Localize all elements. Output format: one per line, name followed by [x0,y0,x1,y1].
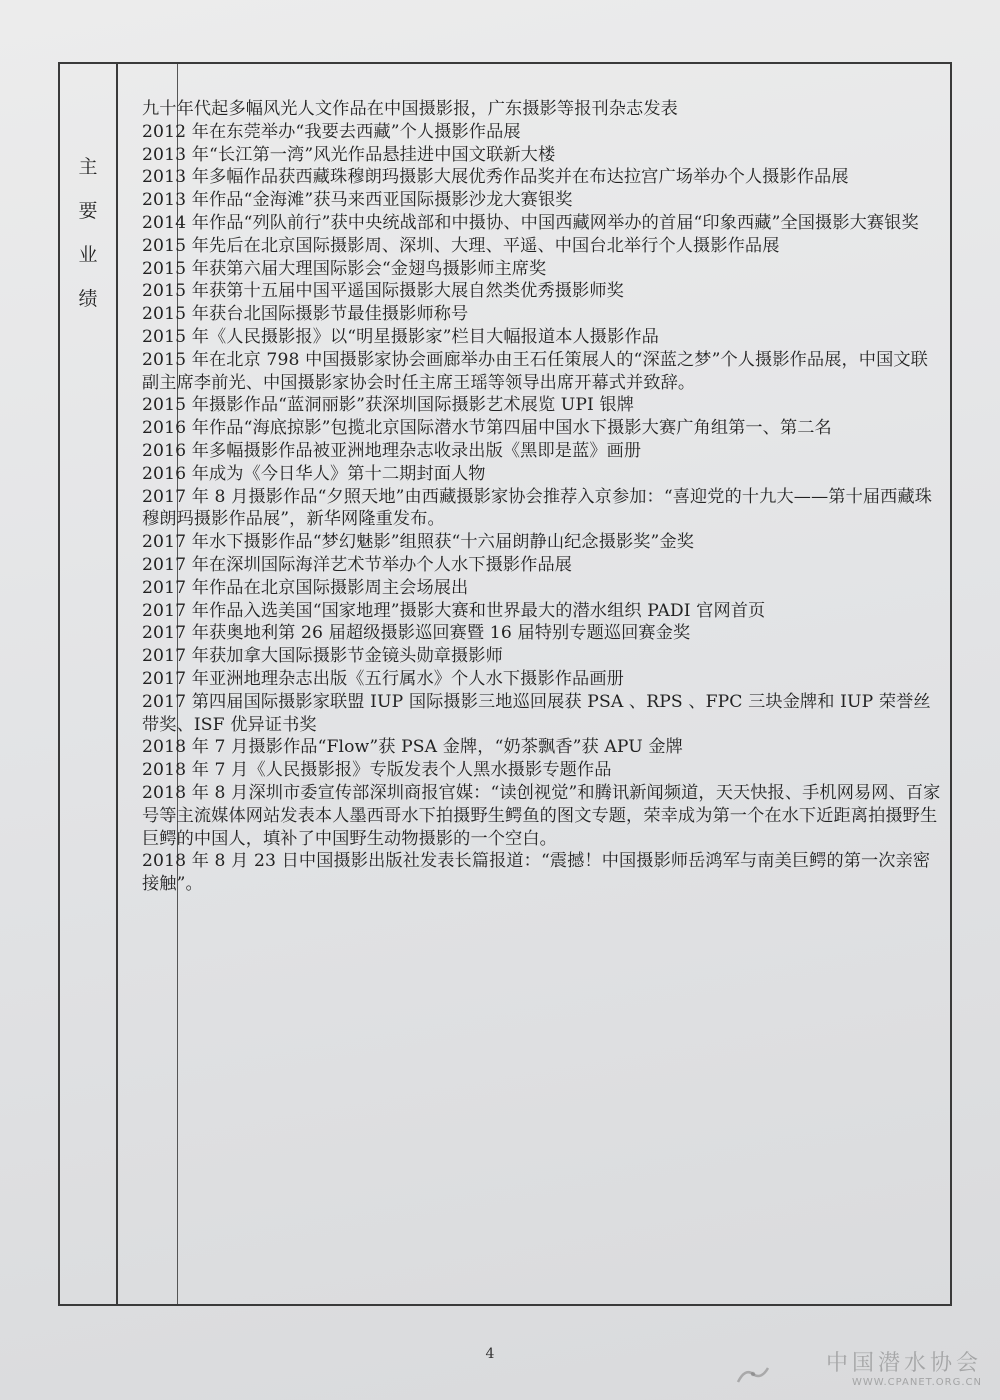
section-label [70,156,106,332]
list-item: 2013 年多幅作品获西藏珠穆朗玛摄影大展优秀作品奖并在布达拉宫广场举办个人摄影作品展 [142,167,849,188]
page-number: 4 [485,1346,495,1362]
list-item: 2015 年获台北国际摄影节最佳摄影师称号 [142,304,469,325]
section-label-char: 要 [78,200,98,222]
list-item: 2015 年《人民摄影报》以“明星摄影家”栏目大幅报道本人摄影作品 [142,326,659,347]
list-item: 2017 第四届国际摄影家联盟 IUP 国际摄影三地巡回展获 PSA 、RPS 、FPC 三块金牌和 IUP 荣誉丝带奖、ISF 优异证书奖 [142,691,931,735]
list-item: 2017 年在深圳国际海洋艺术节举办个人水下摄影作品展 [142,554,573,575]
list-item: 2017 年亚洲地理杂志出版《五行属水》个人水下摄影作品画册 [142,668,624,689]
list-item: 2013 年“长江第一湾”风光作品悬挂进中国文联新大楼 [142,144,556,165]
section-label-char: 绩 [78,288,98,310]
label-column [60,64,118,1304]
list-item: 2012 年在东莞举办“我要去西藏”个人摄影作品展 [142,121,521,142]
list-item: 2015 年先后在北京国际摄影周、深圳、大理、平遥、中国台北举行个人摄影作品展 [142,235,780,256]
list-item: 2017 年作品在北京国际摄影周主会场展出 [142,577,469,598]
list-item: 2016 年作品“海底掠影”包揽北京国际潜水节第四届中国水下摄影大赛广角组第一、第二名 [142,418,832,439]
list-item: 2017 年水下摄影作品“梦幻魅影”组照获“十六届朗静山纪念摄影奖”金奖 [142,532,695,553]
list-item: 2015 年摄影作品“蓝洞丽影”获深圳国际摄影艺术展览 UPI 银牌 [142,395,635,416]
list-item: 2017 年获加拿大国际摄影节金镜头勋章摄影师 [142,646,503,667]
watermark-logo-icon [736,1364,770,1386]
list-item: 2015 年在北京 798 中国摄影家协会画廊举办由王石任策展人的“深蓝之梦”个人摄影作品展，中国文联副主席李前光、中国摄影家协会时任主席王瑶等领导出席开幕式并致辞。 [142,349,928,393]
section-label-char: 业 [78,244,98,266]
watermark-title: 中国潜水协会 [825,1351,982,1376]
list-item: 2015 年获第六届大理国际影会“金翅鸟摄影师主席奖 [142,258,547,279]
watermark-url: WWW.CPANET.ORG.CN [851,1377,982,1388]
list-item: 2014 年作品“列队前行”获中央统战部和中摄协、中国西藏网举办的首届“印象西藏”全国摄影大赛银奖 [142,212,919,233]
list-item: 2018 年 7 月摄影作品“Flow”获 PSA 金牌，“奶茶飘香”获 APU 金牌 [142,737,683,758]
list-item: 2016 年成为《今日华人》第十二期封面人物 [142,463,486,484]
watermark [826,1346,982,1388]
section-label-char: 主 [78,156,98,178]
list-item: 2017 年获奥地利第 26 届超级摄影巡回赛暨 16 届特别专题巡回赛金奖 [142,623,691,644]
list-item: 2018 年 8 月深圳市委宣传部深圳商报官媒：“读创视觉”和腾讯新闻频道，天天快报、手机网易网、百家号等主流媒体网站发表本人墨西哥水下拍摄野生鳄鱼的图文专题，荣幸成为第一个在水下近距离拍摄野生巨鳄的中国人，填补了中国野生动物摄影的一个空白。 [142,782,941,849]
list-item: 2018 年 7 月《人民摄影报》专版发表个人黑水摄影专题作品 [142,760,612,781]
list-item: 2015 年获第十五届中国平遥国际摄影大展自然类优秀摄影师奖 [142,281,624,302]
achievements-list [142,98,942,896]
list-item: 2016 年多幅摄影作品被亚洲地理杂志收录出版《黑即是蓝》画册 [142,440,642,461]
list-item: 2017 年作品入选美国“国家地理”摄影大赛和世界最大的潜水组织 PADI 官网首页 [142,600,766,621]
list-item: 2013 年作品“金海滩”获马来西亚国际摄影沙龙大赛银奖 [142,190,573,211]
list-item: 九十年代起多幅风光人文作品在中国摄影报，广东摄影等报刊杂志发表 [142,99,678,119]
list-item: 2017 年 8 月摄影作品“夕照天地”由西藏摄影家协会推荐入京参加：“喜迎党的十九大——第十届西藏珠穆朗玛摄影作品展”，新华网隆重发布。 [142,486,933,530]
list-item: 2018 年 8 月 23 日中国摄影出版社发表长篇报道：“震撼！中国摄影师岳鸿军与南美巨鳄的第一次亲密接触”。 [142,851,931,895]
